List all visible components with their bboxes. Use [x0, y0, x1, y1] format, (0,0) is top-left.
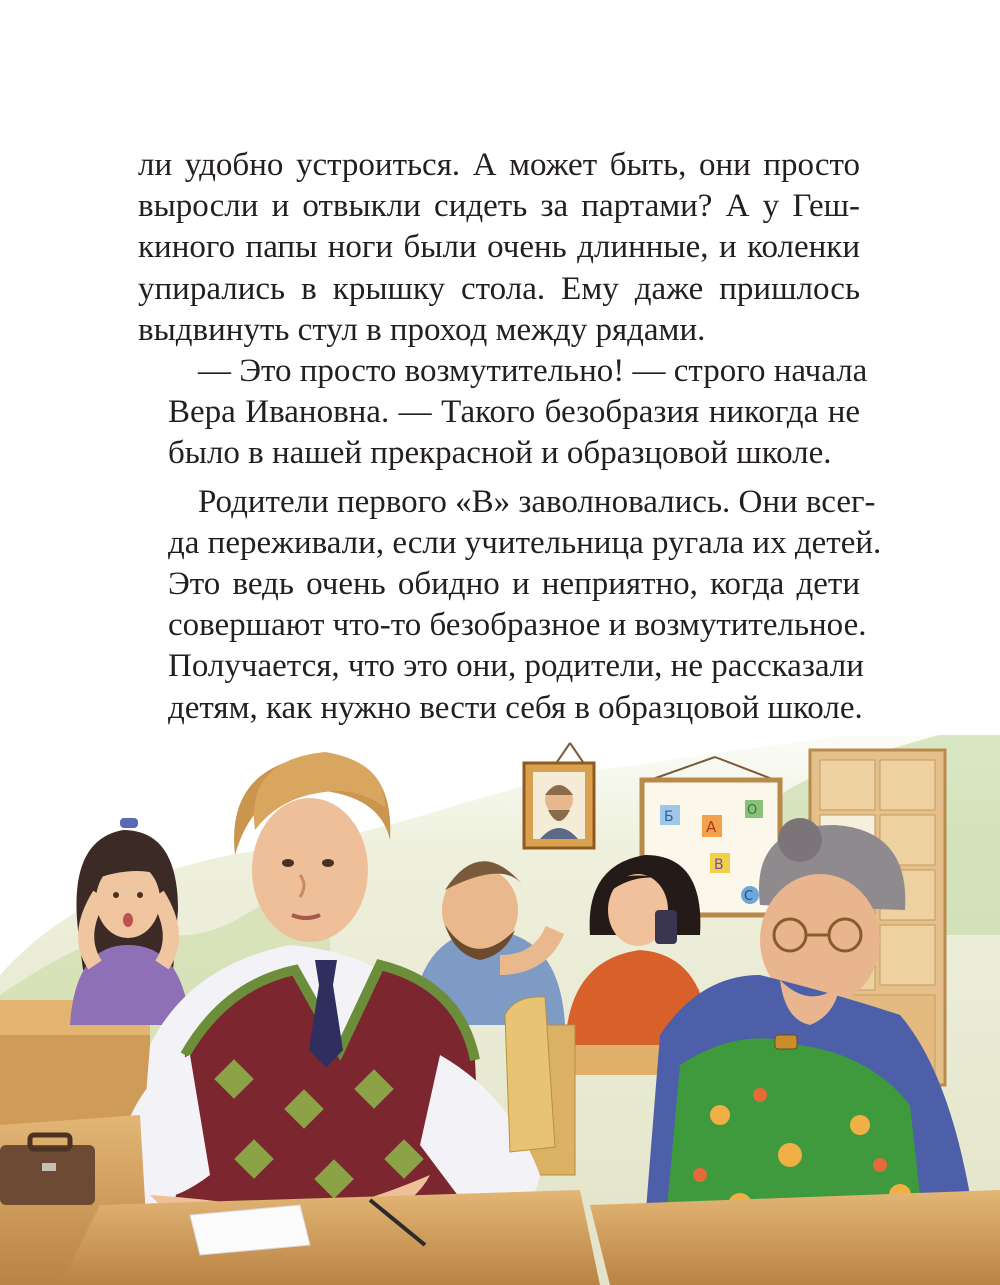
- poster-letter: О: [747, 803, 758, 818]
- text-line: совершают что-то безобразное и возмутительное.: [168, 607, 867, 644]
- briefcase: [0, 1135, 95, 1205]
- poster-letter: Б: [664, 809, 674, 825]
- portrait-frame: [524, 743, 594, 848]
- text-line: Это ведь очень обидно и неприятно, когда дети: [168, 566, 860, 603]
- text-line: упирались в крышку стола. Ему даже пришлось: [138, 270, 860, 307]
- paragraph-1: [138, 145, 860, 351]
- text-line: Родители первого «В» заволновались. Они всег-: [198, 483, 876, 520]
- text-line: — Это просто возмутительно! — строго начала: [198, 353, 868, 390]
- girl-purple-sweater: [70, 818, 190, 1025]
- paragraph-2: [138, 351, 868, 475]
- front-desk: [590, 1190, 1000, 1285]
- text-line: выдвинуть стул в проход между рядами.: [138, 311, 706, 348]
- front-desk: [60, 1190, 600, 1285]
- text-line: Вера Ивановна. — Такого безобразия никогда не: [168, 394, 860, 431]
- text-line: Получается, что это они, родители, не рассказали: [168, 648, 864, 685]
- text-line: выросли и отвыкли сидеть за партами? А у Геш-: [138, 188, 860, 225]
- text-line: киного папы ноги были очень длинные, и коленки: [138, 229, 860, 266]
- poster-letter: С: [744, 889, 754, 904]
- classroom-illustration: [0, 735, 1000, 1285]
- text-line: детям, как нужно вести себя в образцовой школе.: [168, 689, 863, 726]
- body-text: [138, 145, 882, 729]
- text-line: ли удобно устроиться. А может быть, они просто: [138, 147, 860, 183]
- text-line: было в нашей прекрасной и образцовой школе.: [168, 435, 832, 472]
- poster-letter: А: [706, 818, 717, 836]
- paragraph-3: [138, 482, 882, 729]
- text-line: да переживали, если учительница ругала их детей.: [168, 524, 882, 561]
- poster-letter: В: [714, 857, 724, 873]
